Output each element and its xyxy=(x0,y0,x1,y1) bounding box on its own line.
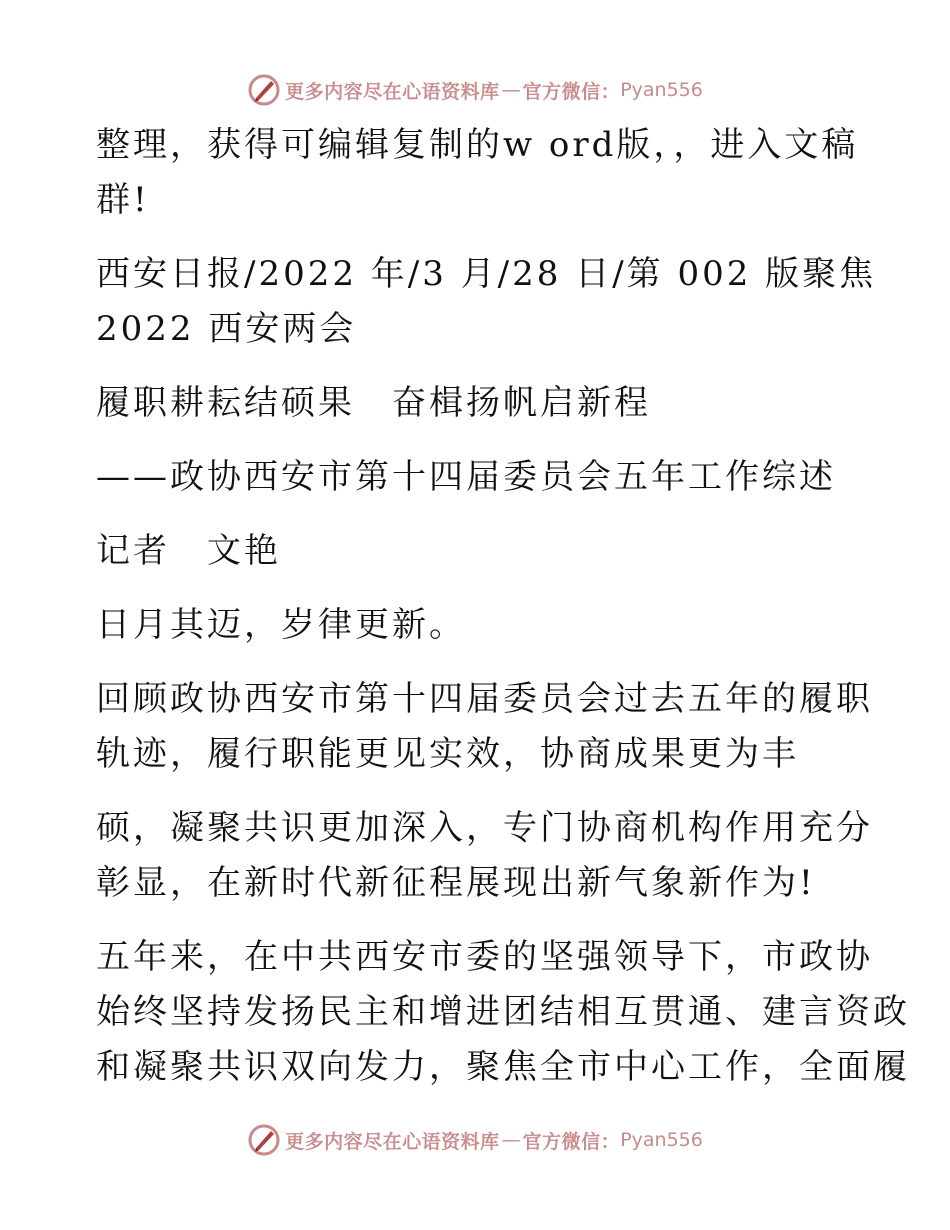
document-body xyxy=(96,118,910,1095)
text-line: 硕，凝聚共识更加深入，专门协商机构作用充分 xyxy=(96,808,873,848)
header-watermark xyxy=(0,70,950,110)
watermark-contact-label: 官方微信： xyxy=(522,80,621,103)
paragraph-source xyxy=(96,247,877,357)
text-line: 日月其迈，岁律更新。 xyxy=(96,605,466,645)
text-line: 履职耕耘结硕果 奋楫扬帆启新程 xyxy=(96,383,651,423)
article-byline xyxy=(96,524,856,579)
watermark-site: 更多内容尽在心语资料库 xyxy=(285,1130,500,1153)
text-line: 始终坚持发扬民主和增进团结相互贯通、建言资政 xyxy=(96,992,910,1032)
paragraph-achievements xyxy=(96,801,873,911)
text-line: 回顾政协西安市第十四届委员会过去五年的履职 xyxy=(96,679,873,719)
watermark-site: 更多内容尽在心语资料库 xyxy=(285,80,500,103)
text-line: 五年来，在中共西安市委的坚强领导下，市政协 xyxy=(96,937,873,977)
footer-watermark xyxy=(0,1120,950,1160)
watermark-separator: — xyxy=(501,79,521,101)
text-line: 西安日报/2022 年/3 月/28 日/第 002 版聚焦 xyxy=(96,254,877,294)
paragraph-review xyxy=(96,672,873,782)
text-line: 彰显，在新时代新征程展现出新气象新作为! xyxy=(96,863,816,903)
watermark-contact-id: Pyan556 xyxy=(620,79,703,101)
quill-logo-icon xyxy=(247,1123,281,1157)
text-line: 轨迹，履行职能更见实效，协商成果更为丰 xyxy=(96,734,799,774)
text-line: 和凝聚共识双向发力，聚焦全市中心工作，全面履 xyxy=(96,1047,910,1087)
text-line: 记者 文艳 xyxy=(96,531,281,571)
quill-logo-icon xyxy=(247,73,281,107)
paragraph-opening xyxy=(96,598,856,653)
article-title xyxy=(96,376,856,431)
watermark-contact-id: Pyan556 xyxy=(620,1129,703,1151)
article-subtitle xyxy=(96,450,856,505)
text-line: 整理，获得可编辑复制的w ord版，，进入文稿 xyxy=(96,125,859,165)
watermark-separator: — xyxy=(501,1129,521,1151)
text-line: 群! xyxy=(96,180,150,220)
text-line: 2022 西安两会 xyxy=(96,309,357,349)
watermark-contact-label: 官方微信： xyxy=(522,1130,621,1153)
text-line: ——政协西安市第十四届委员会五年工作综述 xyxy=(96,457,836,497)
paragraph-intro xyxy=(96,118,859,228)
paragraph-five-years xyxy=(96,930,910,1095)
